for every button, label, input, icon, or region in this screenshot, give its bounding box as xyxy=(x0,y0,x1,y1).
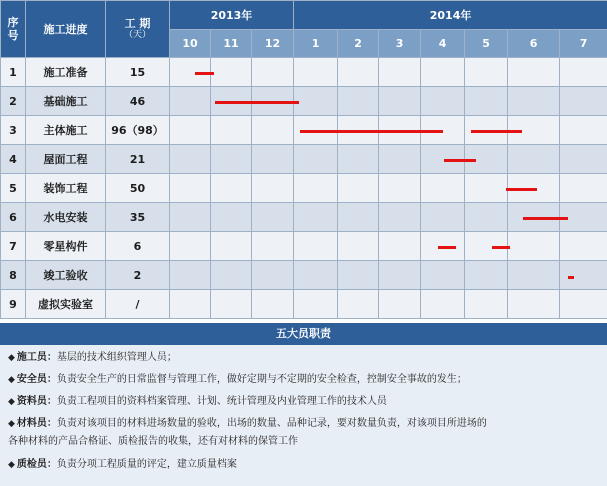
task-name: 施工准备 xyxy=(26,58,106,87)
duty-item: ◆ 质检员：负责分项工程质量的评定，建立质量档案 xyxy=(8,459,237,470)
table-row: 1 施工准备 15 xyxy=(1,58,607,87)
task-duration: 46 xyxy=(106,87,170,116)
duties-panel xyxy=(0,345,607,486)
gantt-bar-components-1 xyxy=(438,246,456,249)
task-duration: 15 xyxy=(106,58,170,87)
table-row: 2 基础施工 46 xyxy=(1,87,607,116)
duty-item: ◆ 施工员：基层的技术组织管理人员； xyxy=(8,352,177,363)
gantt-bar-mep xyxy=(523,217,568,220)
task-duration: 35 xyxy=(106,203,170,232)
gantt-bar-acceptance xyxy=(568,276,574,279)
gantt-bar-structure-2 xyxy=(471,130,522,133)
duration-header: 工 期 （天） xyxy=(106,1,170,58)
task-name: 零星构件 xyxy=(26,232,106,261)
table-row: 8 竣工验收 2 xyxy=(1,261,607,290)
diamond-bullet-icon: ◆ xyxy=(8,353,15,363)
task-duration: 2 xyxy=(106,261,170,290)
diamond-bullet-icon: ◆ xyxy=(8,375,15,385)
task-duration: 6 xyxy=(106,232,170,261)
diamond-bullet-icon: ◆ xyxy=(8,460,15,470)
table-row: 9 虚拟实验室 / xyxy=(1,290,607,319)
duty-item: ◆ 安全员：负责安全生产的日常监督与管理工作，做好定期与不定期的安全检查，控制安全事故的发生； xyxy=(8,374,467,385)
month-header: 11 xyxy=(211,30,252,58)
task-name: 基础施工 xyxy=(26,87,106,116)
month-header: 2 xyxy=(338,30,379,58)
duties-title: 五大员职责 xyxy=(0,323,607,345)
task-duration: 96（98） xyxy=(106,116,170,145)
gantt-bar-components-2 xyxy=(492,246,510,249)
gantt-bar-decoration xyxy=(506,188,537,191)
task-name: 竣工验收 xyxy=(26,261,106,290)
month-header: 1 xyxy=(294,30,338,58)
year-2013-header: 2013年 xyxy=(170,1,294,30)
duty-item: ◆ 资料员：负责工程项目的资料档案管理、计划、统计管理及内业管理工作的技术人员 xyxy=(8,396,387,407)
task-duration: / xyxy=(106,290,170,319)
gantt-bar-site-prep xyxy=(195,72,214,75)
month-header: 3 xyxy=(379,30,421,58)
task-name: 水电安装 xyxy=(26,203,106,232)
year-2014-header: 2014年 xyxy=(294,1,607,30)
task-duration: 21 xyxy=(106,145,170,174)
month-header: 5 xyxy=(465,30,508,58)
duty-item-continued: 各种材料的产品合格证、质检报告的收集，还有对材料的保管工作 xyxy=(8,436,298,447)
table-row: 4 屋面工程 21 xyxy=(1,145,607,174)
month-header: 6 xyxy=(508,30,560,58)
task-name: 主体施工 xyxy=(26,116,106,145)
task-header: 施工进度 xyxy=(26,1,106,58)
diamond-bullet-icon: ◆ xyxy=(8,419,15,429)
month-header: 7 xyxy=(560,30,607,58)
gantt-bar-roofing xyxy=(444,159,476,162)
month-header: 12 xyxy=(252,30,294,58)
task-name: 装饰工程 xyxy=(26,174,106,203)
seq-header: 序 号 xyxy=(1,1,26,58)
duty-item: ◆ 材料员：负责对该项目的材料进场数量的验收，出场的数量、品种记录，要对数量负责，对该项目所进场的 xyxy=(8,418,487,429)
gantt-bar-foundation xyxy=(215,101,299,104)
gantt-bar-structure-1 xyxy=(300,130,443,133)
table-row: 6 水电安装 35 xyxy=(1,203,607,232)
month-header: 4 xyxy=(421,30,465,58)
table-row: 3 主体施工 96（98） xyxy=(1,116,607,145)
task-name: 屋面工程 xyxy=(26,145,106,174)
month-header: 10 xyxy=(170,30,211,58)
diamond-bullet-icon: ◆ xyxy=(8,397,15,407)
table-row: 5 装饰工程 50 xyxy=(1,174,607,203)
table-row: 7 零星构件 6 xyxy=(1,232,607,261)
task-name: 虚拟实验室 xyxy=(26,290,106,319)
task-duration: 50 xyxy=(106,174,170,203)
